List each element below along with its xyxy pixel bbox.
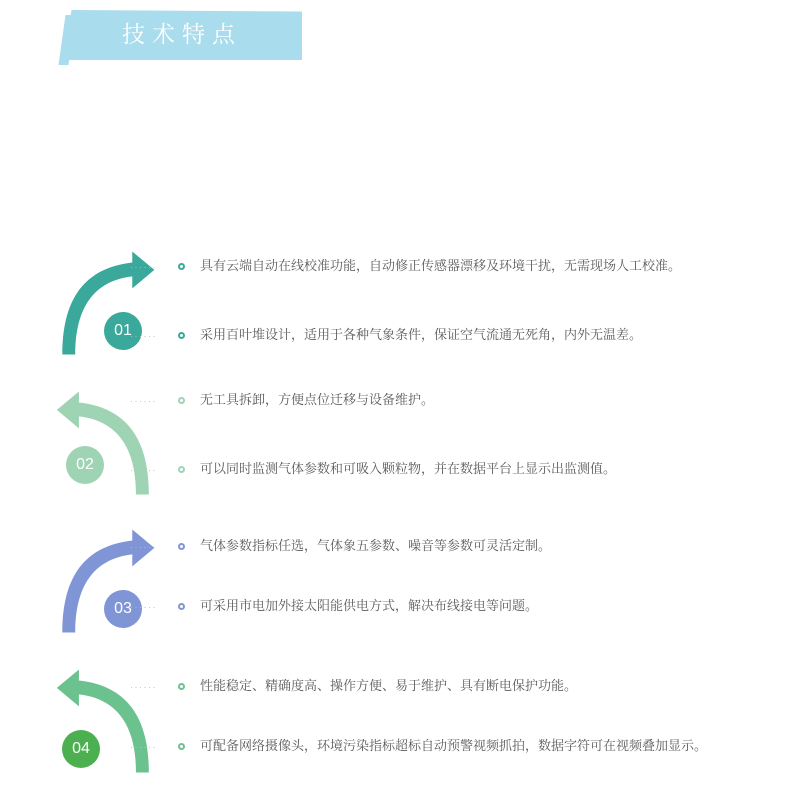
bullet-row xyxy=(130,738,790,758)
bullet-row xyxy=(130,392,790,412)
bullet-marker-icon xyxy=(178,263,185,270)
step-number-badge: 03 xyxy=(104,590,142,628)
bullet-row xyxy=(130,598,790,618)
bullet-text: 无工具拆卸，方便点位迁移与设备维护。 xyxy=(200,393,435,408)
step-number-badge: 04 xyxy=(62,730,100,768)
bullet-row xyxy=(130,538,790,558)
bullet-text: 性能稳定、精确度高、操作方便、易于维护、具有断电保护功能。 xyxy=(200,679,578,694)
bullet-text: 采用百叶堆设计，适用于各种气象条件，保证空气流通无死角，内外无温差。 xyxy=(200,328,643,343)
bullet-text: 具有云端自动在线校准功能，自动修正传感器漂移及环境干扰，无需现场人工校准。 xyxy=(200,259,682,274)
bullet-row xyxy=(130,327,790,347)
leader-dots: ······ xyxy=(130,684,157,691)
bullet-marker-icon xyxy=(178,543,185,550)
leader-dots: ······ xyxy=(130,264,157,271)
bullet-marker-icon xyxy=(178,397,185,404)
bullet-marker-icon xyxy=(178,603,185,610)
bullet-row xyxy=(130,258,790,278)
bullet-text: 可配备网络摄像头，环境污染指标超标自动预警视频抓拍，数据字符可在视频叠加显示。 xyxy=(200,739,708,754)
step-number-badge: 02 xyxy=(66,446,104,484)
bullet-text: 可采用市电加外接太阳能供电方式，解决布线接电等问题。 xyxy=(200,599,539,614)
leader-dots: ······ xyxy=(130,544,157,551)
bullet-marker-icon xyxy=(178,743,185,750)
header-banner xyxy=(62,10,302,60)
bullet-row xyxy=(130,678,790,698)
bullet-marker-icon xyxy=(178,683,185,690)
leader-dots: ······ xyxy=(130,398,157,405)
leader-dots: ······ xyxy=(130,604,157,611)
leader-dots: ······ xyxy=(130,744,157,751)
step-number-badge: 01 xyxy=(104,312,142,350)
leader-dots: ······ xyxy=(130,467,157,474)
leader-dots: ······ xyxy=(130,333,157,340)
bullet-marker-icon xyxy=(178,332,185,339)
bullet-row xyxy=(130,461,790,481)
page-title: 技术特点 xyxy=(122,22,242,48)
bullet-text: 可以同时监测气体参数和可吸入颗粒物，并在数据平台上显示出监测值。 xyxy=(200,462,617,477)
bullet-marker-icon xyxy=(178,466,185,473)
bullet-text: 气体参数指标任选，气体象五参数、噪音等参数可灵活定制。 xyxy=(200,539,552,554)
